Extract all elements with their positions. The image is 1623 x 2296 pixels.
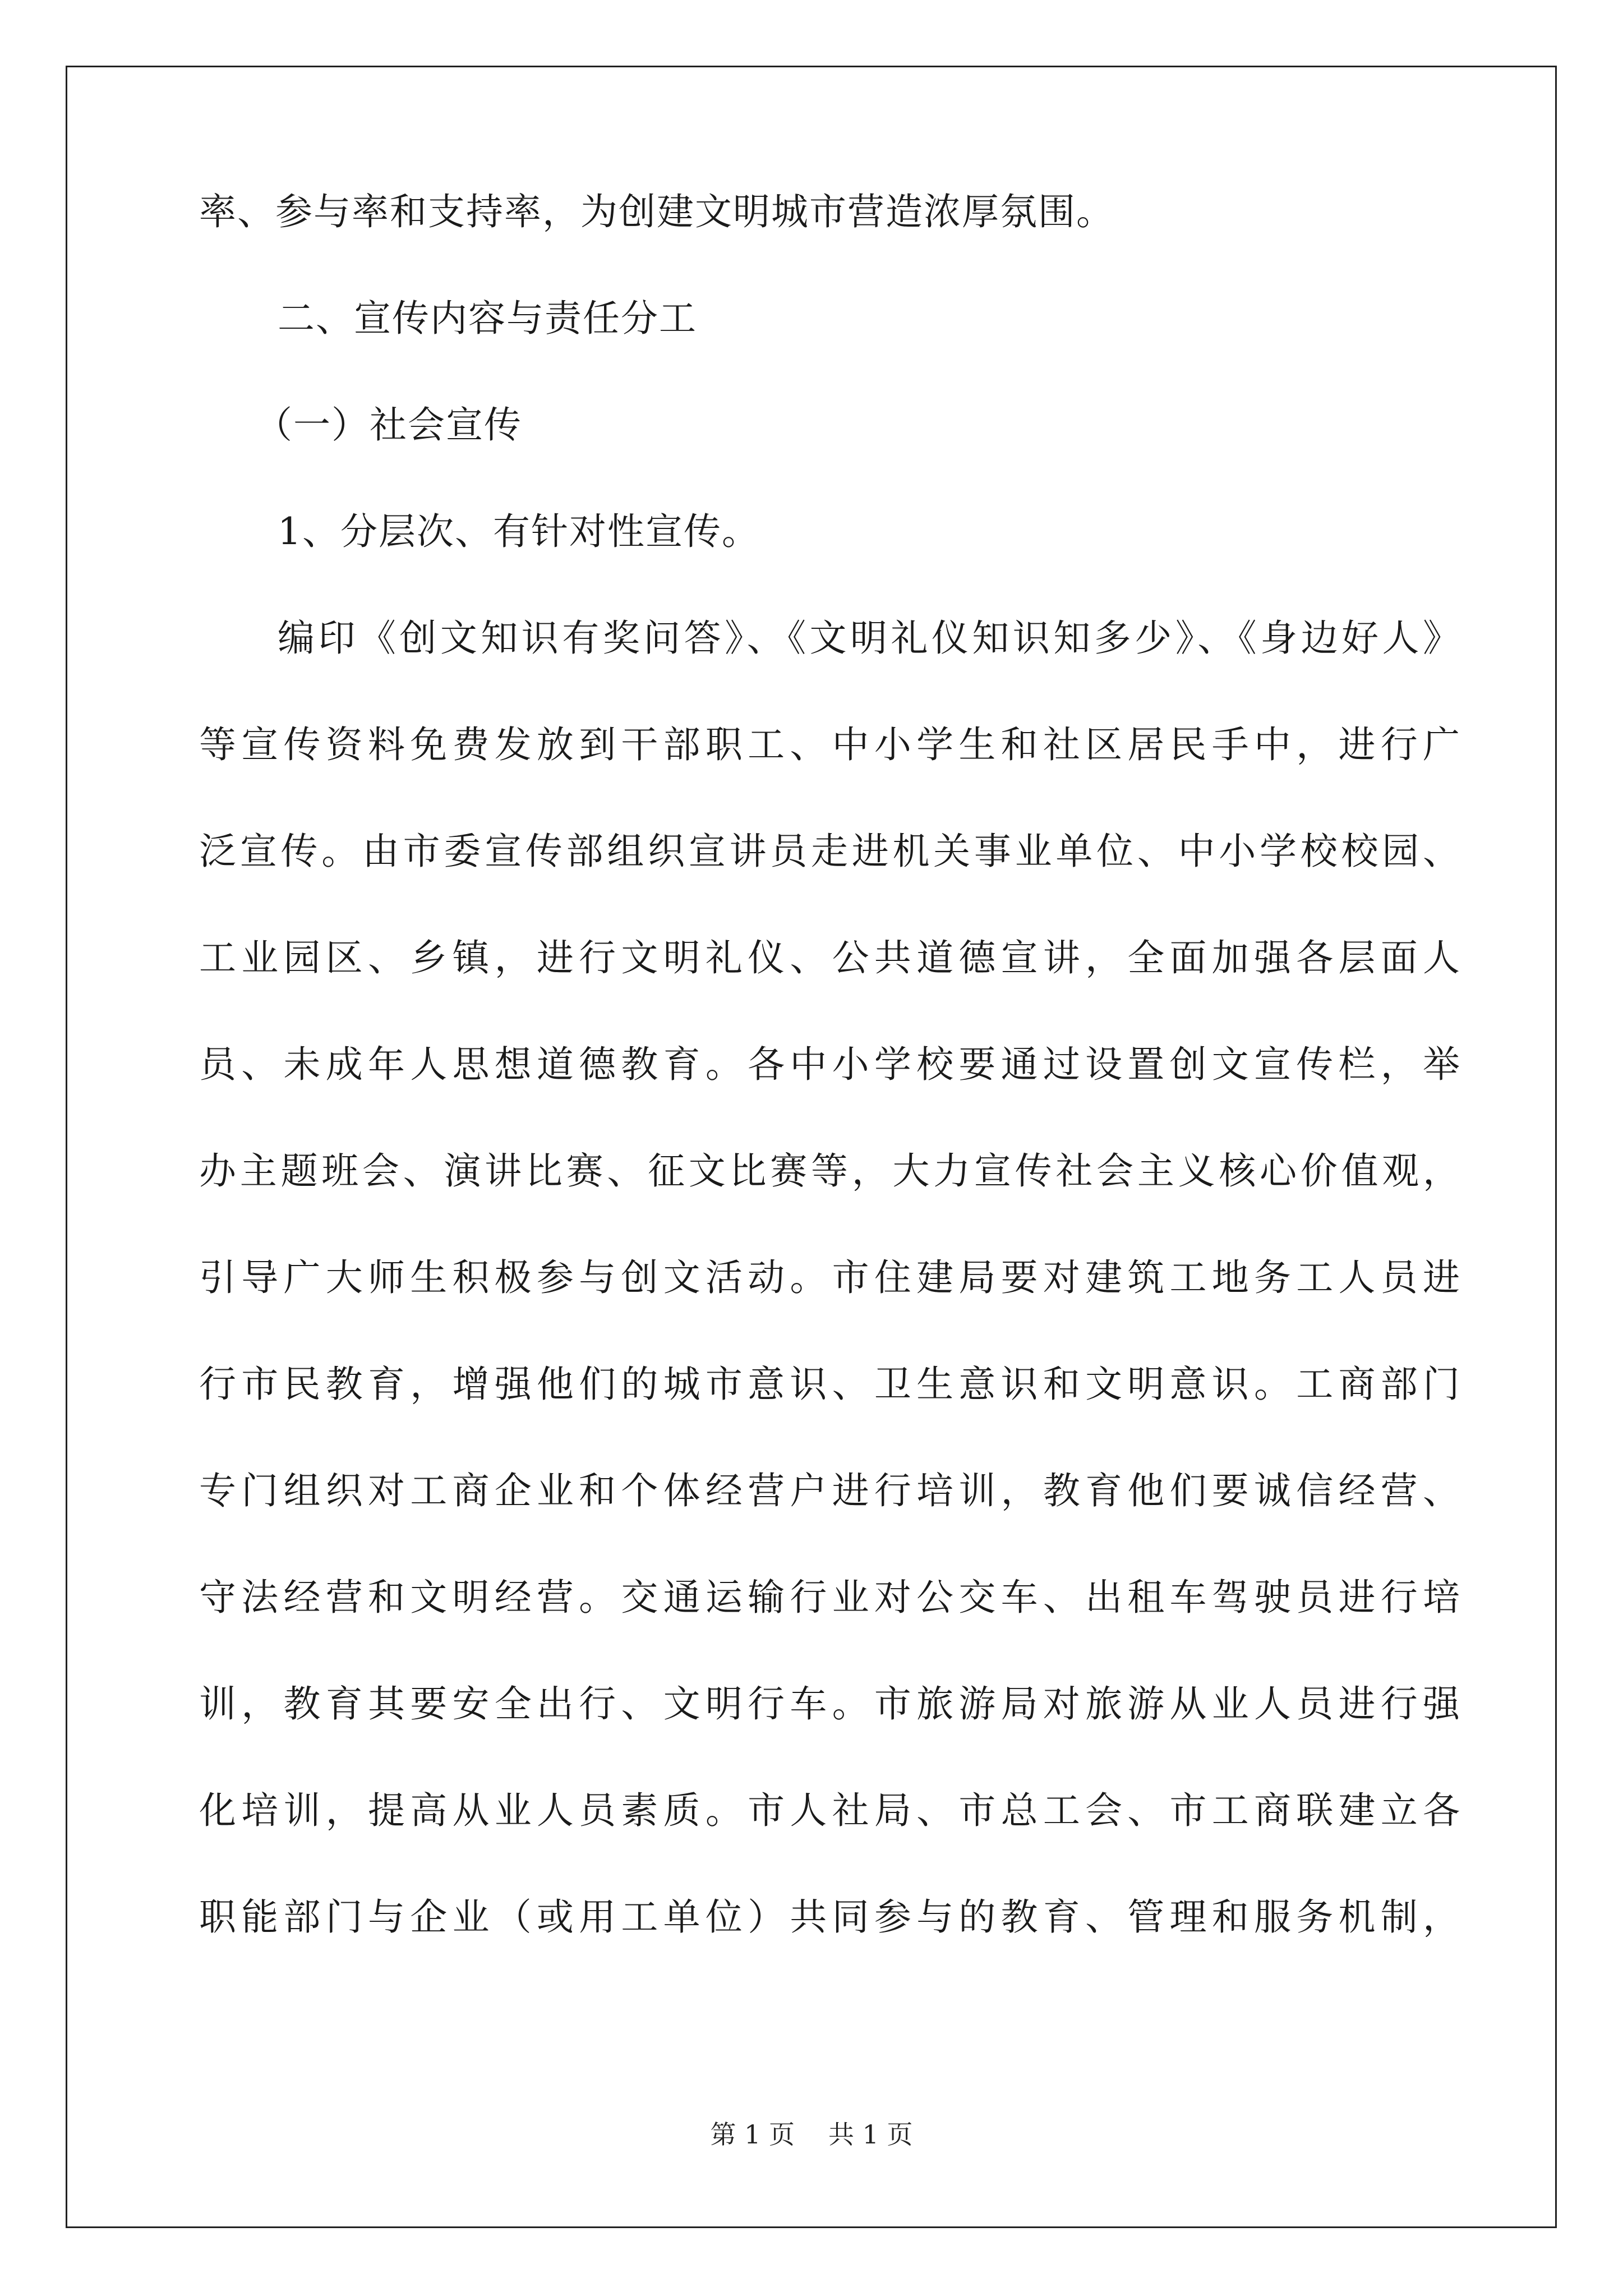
subsection-heading: （一）社会宣传: [255, 403, 522, 447]
paragraph-line: 职能部门与企业（或用工单位）共同参与的教育、管理和服务机制，: [199, 1895, 1461, 1939]
paragraph-line: 专门组织对工商企业和个体经营户进行培训，教育他们要诚信经营、: [199, 1469, 1461, 1512]
body-line-continuation: 率、参与率和支持率，为创建文明城市营造浓厚氛围。: [199, 190, 1114, 233]
paragraph-line: 泛宣传。由市委宣传部组织宣讲员走进机关事业单位、中小学校校园、: [199, 830, 1461, 873]
paragraph-line: 化培训，提高从业人员素质。市人社局、市总工会、市工商联建立各: [199, 1789, 1461, 1832]
item-heading: 1、分层次、有针对性宣传。: [278, 510, 760, 553]
paragraph-line: 引导广大师生积极参与创文活动。市住建局要对建筑工地务工人员进: [199, 1256, 1461, 1299]
page-footer: [0, 2118, 1623, 2151]
paragraph-line: 训，教育其要安全出行、文明行车。市旅游局对旅游从业人员进行强: [199, 1682, 1461, 1726]
paragraph-line: 编印《创文知识有奖问答》、《文明礼仪知识知多少》、《身边好人》: [278, 616, 1461, 660]
paragraph-line: 等宣传资料免费发放到干部职工、中小学生和社区居民手中，进行广: [199, 723, 1461, 766]
document-body: [199, 185, 1461, 1997]
paragraph-line: 员、未成年人思想道德教育。各中小学校要通过设置创文宣传栏，举: [199, 1043, 1461, 1086]
page-total: 共 1 页: [828, 2119, 913, 2150]
page-number: 第 1 页: [710, 2119, 795, 2150]
section-heading: 二、宣传内容与责任分工: [278, 297, 697, 340]
paragraph-line: 办主题班会、演讲比赛、征文比赛等，大力宣传社会主义核心价值观，: [199, 1149, 1461, 1193]
paragraph-line: 行市民教育，增强他们的城市意识、卫生意识和文明意识。工商部门: [199, 1363, 1461, 1406]
paragraph-line: 守法经营和文明经营。交通运输行业对公交车、出租车驾驶员进行培: [199, 1576, 1461, 1619]
paragraph-line: 工业园区、乡镇，进行文明礼仪、公共道德宣讲，全面加强各层面人: [199, 936, 1461, 979]
